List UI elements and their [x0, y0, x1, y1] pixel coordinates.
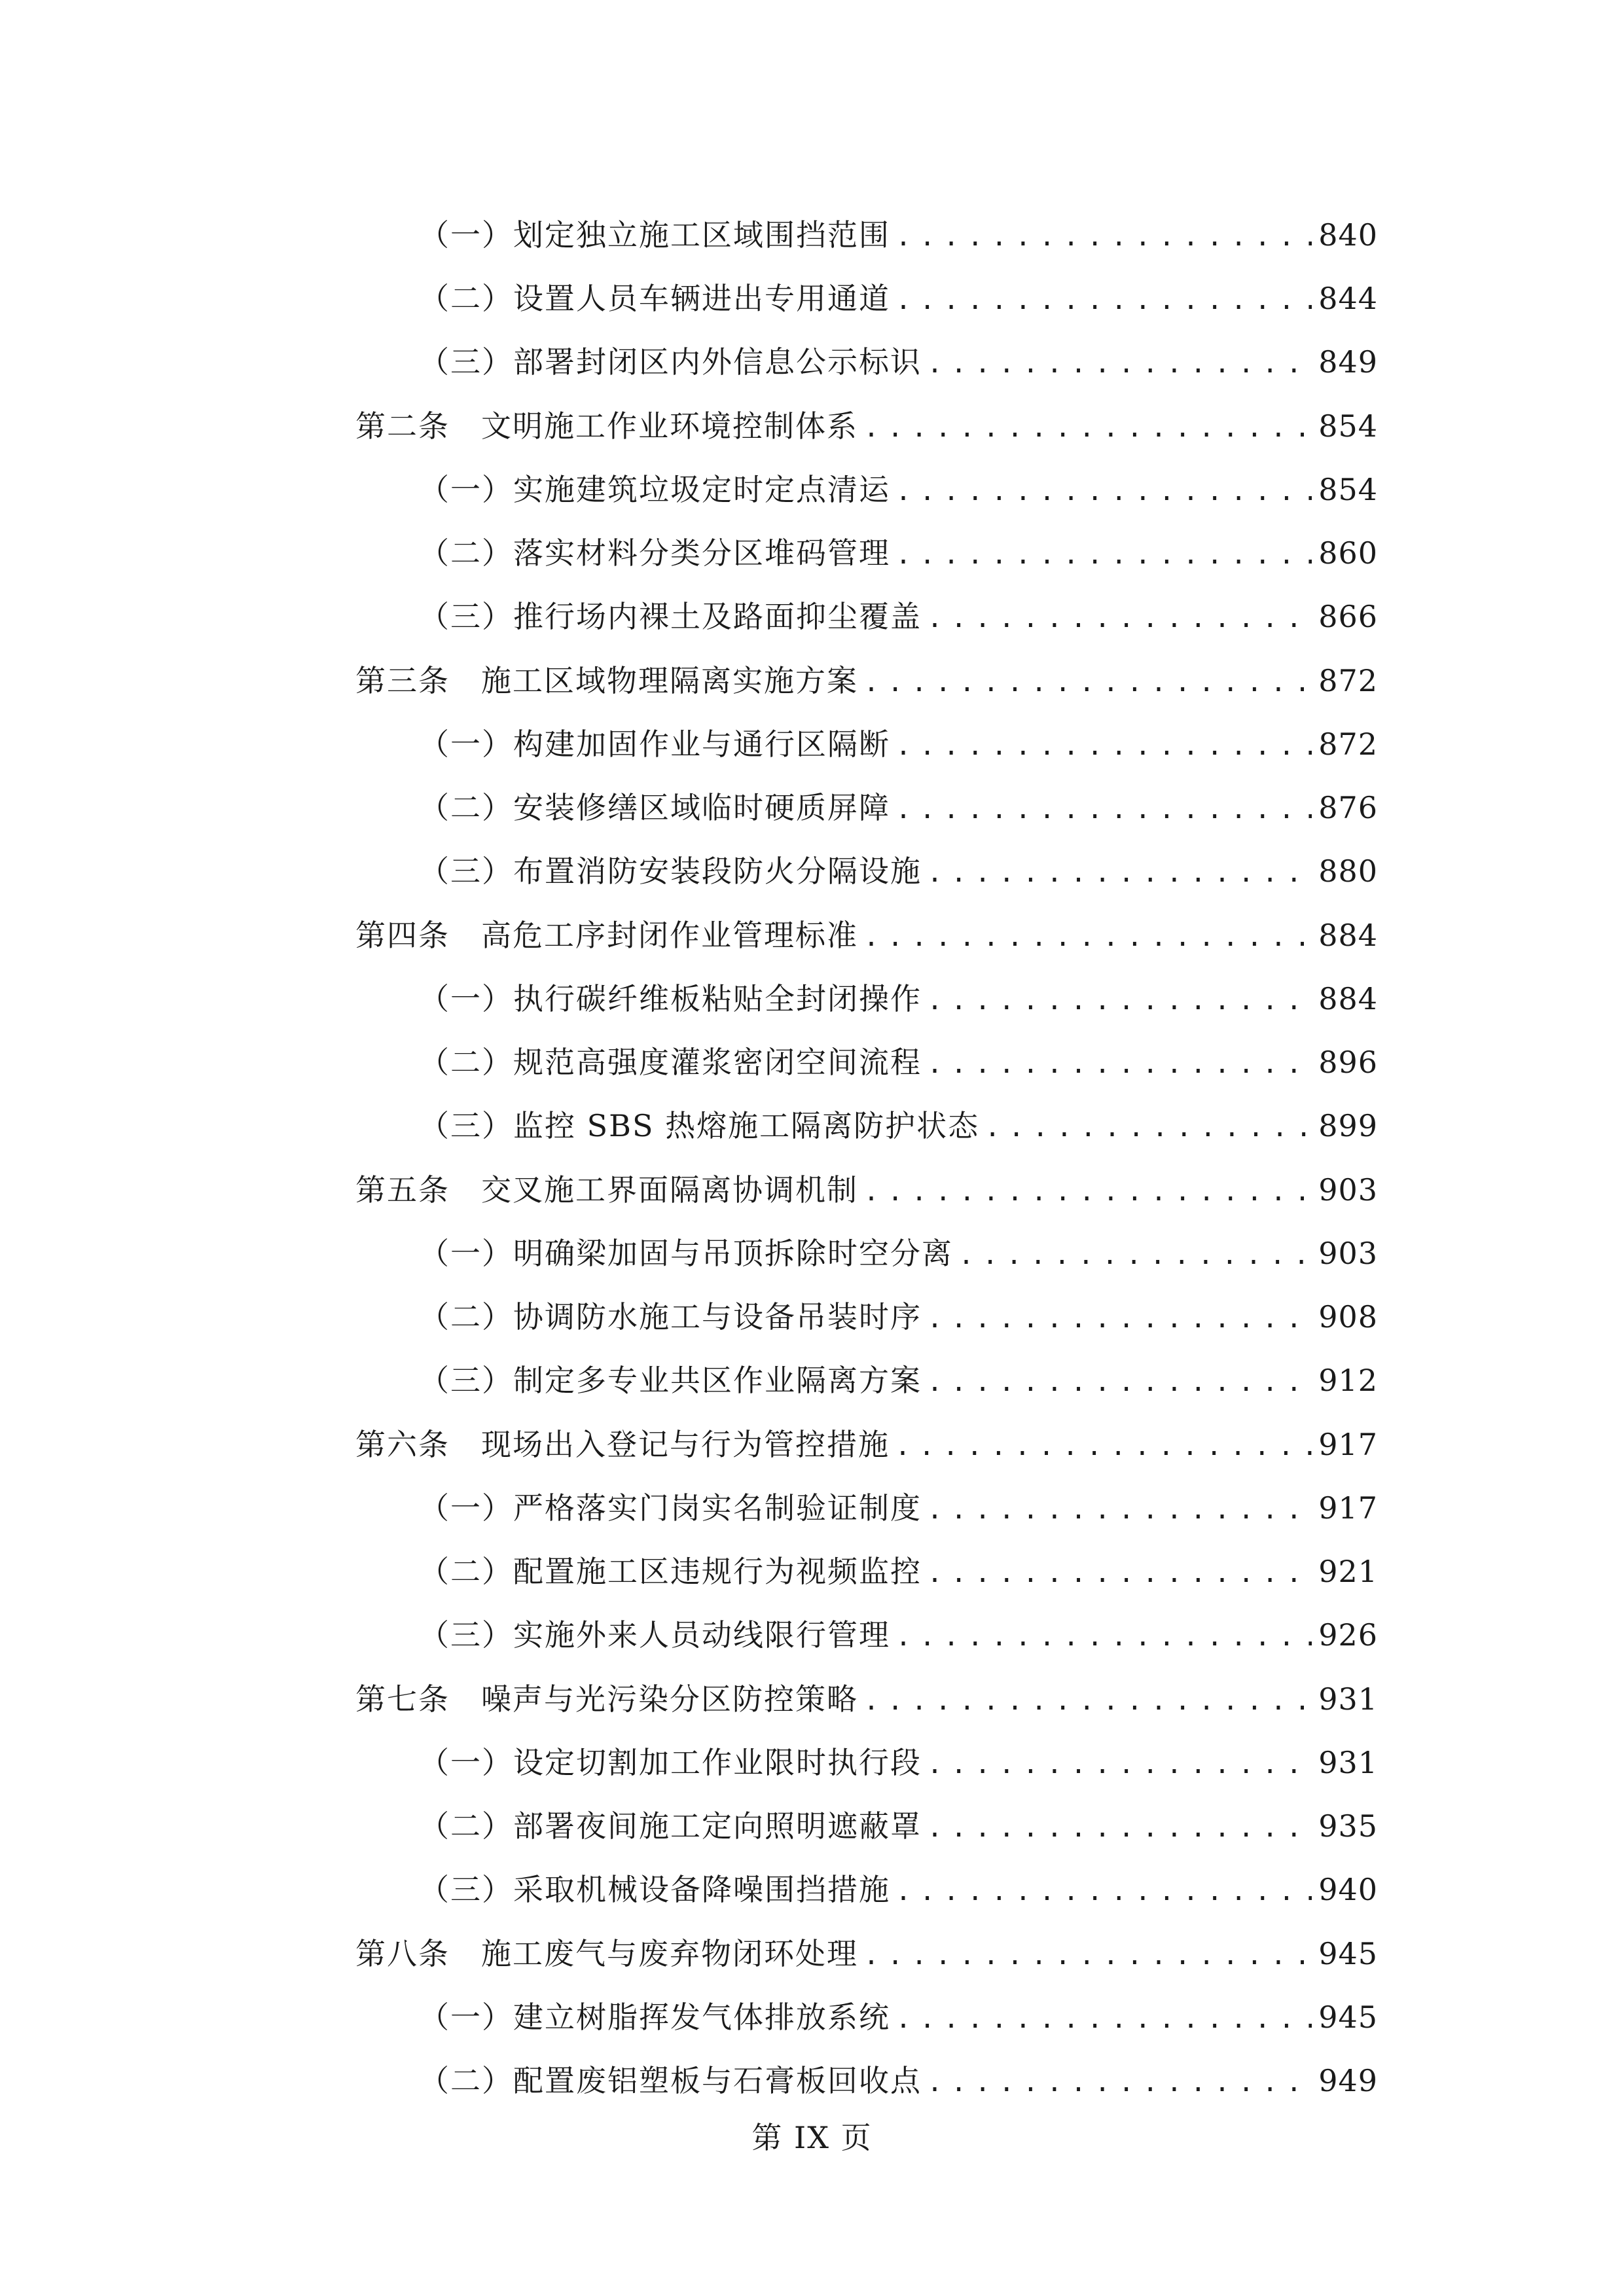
toc-dot-leader — [895, 282, 1312, 314]
toc-page-number: 917 — [1312, 1493, 1378, 1523]
toc-page-number: 935 — [1312, 1811, 1378, 1841]
toc-dot-leader — [927, 1300, 1312, 1332]
toc-dot-leader — [863, 919, 1312, 950]
toc-page-number: 854 — [1312, 475, 1378, 505]
toc-entry-title: （一）划定独立施工区域围挡范围 — [419, 220, 895, 250]
toc-entry[interactable] — [419, 1273, 1378, 1332]
toc-page-number: 896 — [1312, 1047, 1378, 1077]
toc-entry[interactable] — [419, 1464, 1378, 1523]
toc-dot-leader — [895, 1619, 1312, 1650]
toc-page-number: 912 — [1312, 1365, 1378, 1395]
toc-entry-title: （二）配置施工区违规行为视频监控 — [419, 1556, 927, 1587]
toc-page-number: 931 — [1312, 1748, 1378, 1778]
toc-dot-leader — [895, 2001, 1312, 2032]
toc-entry[interactable] — [355, 1401, 1378, 1460]
toc-entry-title: （二）规范高强度灌浆密闭空间流程 — [419, 1047, 927, 1077]
toc-entry-title: （三）实施外来人员动线限行管理 — [419, 1620, 895, 1650]
toc-dot-leader — [958, 1237, 1312, 1268]
toc-entry[interactable] — [355, 1655, 1378, 1714]
toc-entry-title: （二）配置废铝塑板与石膏板回收点 — [419, 2066, 927, 2096]
toc-dot-leader — [927, 855, 1312, 886]
toc-dot-leader — [927, 2064, 1312, 2096]
toc-dot-leader — [927, 600, 1312, 632]
toc-entry-title: 第四条 高危工序封闭作业管理标准 — [355, 920, 863, 950]
toc-page-number: 884 — [1312, 984, 1378, 1014]
toc-dot-leader — [895, 791, 1312, 823]
toc-page-number: 872 — [1312, 729, 1378, 759]
toc-entry-title: 第五条 交叉施工界面隔离协调机制 — [355, 1175, 863, 1205]
toc-entry-title: （一）严格落实门岗实名制验证制度 — [419, 1493, 927, 1523]
toc-entry-title: （二）安装修缮区域临时硬质屏障 — [419, 793, 895, 823]
toc-entry-title: （二）部署夜间施工定向照明遮蔽罩 — [419, 1811, 927, 1841]
toc-page-number: 931 — [1312, 1684, 1378, 1714]
toc-entry-title: 第三条 施工区域物理隔离实施方案 — [355, 666, 863, 696]
toc-page-number: 872 — [1312, 666, 1378, 696]
toc-page-number: 903 — [1312, 1175, 1378, 1205]
toc-entry[interactable] — [419, 1336, 1378, 1395]
toc-entry[interactable] — [355, 891, 1378, 950]
toc-dot-leader — [927, 1364, 1312, 1395]
toc-page-number: 844 — [1312, 283, 1378, 314]
toc-entry[interactable] — [419, 509, 1378, 568]
toc-entry[interactable] — [419, 446, 1378, 505]
toc-entry[interactable] — [355, 637, 1378, 696]
toc-entry[interactable] — [419, 955, 1378, 1014]
toc-entry[interactable] — [419, 318, 1378, 377]
toc-entry-title: 第七条 噪声与光污染分区防控策略 — [355, 1684, 863, 1714]
toc-dot-leader — [927, 982, 1312, 1014]
toc-page-number: 921 — [1312, 1556, 1378, 1587]
toc-dot-leader — [927, 1046, 1312, 1077]
toc-entry-title: （二）设置人员车辆进出专用通道 — [419, 283, 895, 314]
toc-dot-leader — [895, 473, 1312, 505]
toc-dot-leader — [927, 1746, 1312, 1778]
toc-page-number: 880 — [1312, 856, 1378, 886]
toc-entry[interactable] — [419, 1591, 1378, 1650]
toc-entry-title: （一）实施建筑垃圾定时定点清运 — [419, 475, 895, 505]
toc-dot-leader — [927, 1810, 1312, 1841]
toc-entry-title: （三）监控 SBS 热熔施工隔离防护状态 — [419, 1111, 984, 1141]
toc-dot-leader — [927, 1492, 1312, 1523]
toc-entry[interactable] — [419, 1782, 1378, 1841]
toc-entry[interactable] — [419, 764, 1378, 823]
toc-entry-title: （一）构建加固作业与通行区隔断 — [419, 729, 895, 759]
toc-entry[interactable] — [419, 255, 1378, 314]
toc-page-number: 854 — [1312, 411, 1378, 441]
toc-page-number: 849 — [1312, 347, 1378, 377]
toc-entry[interactable] — [419, 573, 1378, 632]
toc-entry[interactable] — [419, 191, 1378, 250]
toc-entry[interactable] — [419, 1082, 1378, 1141]
toc-dot-leader — [895, 1428, 1312, 1460]
toc-dot-leader — [863, 410, 1312, 441]
toc-entry[interactable] — [419, 1528, 1378, 1587]
toc-entry-title: （一）设定切割加工作业限时执行段 — [419, 1748, 927, 1778]
toc-entry[interactable] — [355, 1910, 1378, 1969]
toc-entry-title: （三）采取机械设备降噪围挡措施 — [419, 1874, 895, 1905]
toc-page-number: 866 — [1312, 601, 1378, 632]
toc-page-number: 884 — [1312, 920, 1378, 950]
toc-entry[interactable] — [419, 827, 1378, 886]
toc-dot-leader — [863, 664, 1312, 696]
toc-dot-leader — [863, 1937, 1312, 1969]
toc-entry[interactable] — [419, 1846, 1378, 1905]
toc-dot-leader — [927, 346, 1312, 377]
toc-entry-title: （一）建立树脂挥发气体排放系统 — [419, 2002, 895, 2032]
toc-page-number: 940 — [1312, 1874, 1378, 1905]
toc-dot-leader — [863, 1683, 1312, 1714]
toc-dot-leader — [895, 728, 1312, 759]
toc-page-number: 876 — [1312, 793, 1378, 823]
toc-entry-title: （二）协调防水施工与设备吊装时序 — [419, 1302, 927, 1332]
toc-entry-title: （一）明确梁加固与吊顶拆除时空分离 — [419, 1238, 958, 1268]
toc-entry[interactable] — [419, 1018, 1378, 1077]
toc-entry[interactable] — [355, 382, 1378, 441]
toc-entry[interactable] — [419, 1719, 1378, 1778]
toc-page-number: 840 — [1312, 220, 1378, 250]
toc-entry-title: （三）制定多专业共区作业隔离方案 — [419, 1365, 927, 1395]
toc-dot-leader — [895, 219, 1312, 250]
page-number-label: 第 IX 页 — [751, 2120, 873, 2155]
toc-entry-title: （三）部署封闭区内外信息公示标识 — [419, 347, 927, 377]
toc-dot-leader — [984, 1109, 1312, 1141]
toc-page-number: 926 — [1312, 1620, 1378, 1650]
toc-entry-title: （三）推行场内裸土及路面抑尘覆盖 — [419, 601, 927, 632]
toc-page-number: 903 — [1312, 1238, 1378, 1268]
toc-dot-leader — [927, 1555, 1312, 1587]
toc-dot-leader — [895, 1873, 1312, 1905]
toc-entry-title: （三）布置消防安装段防火分隔设施 — [419, 856, 927, 886]
toc-entry[interactable] — [419, 2037, 1378, 2096]
toc-page-number: 945 — [1312, 1939, 1378, 1969]
toc-page-number: 949 — [1312, 2066, 1378, 2096]
toc-page-number: 860 — [1312, 538, 1378, 568]
toc-page-number: 945 — [1312, 2002, 1378, 2032]
toc-entry-title: 第六条 现场出入登记与行为管控措施 — [355, 1429, 895, 1460]
toc-dot-leader — [863, 1174, 1312, 1205]
toc-page-number: 899 — [1312, 1111, 1378, 1141]
toc-page-number: 917 — [1312, 1429, 1378, 1460]
toc-entry-title: 第八条 施工废气与废弃物闭环处理 — [355, 1939, 863, 1969]
page-footer — [0, 2114, 1624, 2157]
toc-entry[interactable] — [419, 700, 1378, 759]
toc-entry[interactable] — [355, 1146, 1378, 1205]
toc-dot-leader — [895, 537, 1312, 568]
toc-entry-title: （二）落实材料分类分区堆码管理 — [419, 538, 895, 568]
toc-page-number: 908 — [1312, 1302, 1378, 1332]
toc-entry[interactable] — [419, 1973, 1378, 2032]
toc-entry[interactable] — [419, 1210, 1378, 1268]
toc-entry-title: 第二条 文明施工作业环境控制体系 — [355, 411, 863, 441]
toc-entry-title: （一）执行碳纤维板粘贴全封闭操作 — [419, 984, 927, 1014]
